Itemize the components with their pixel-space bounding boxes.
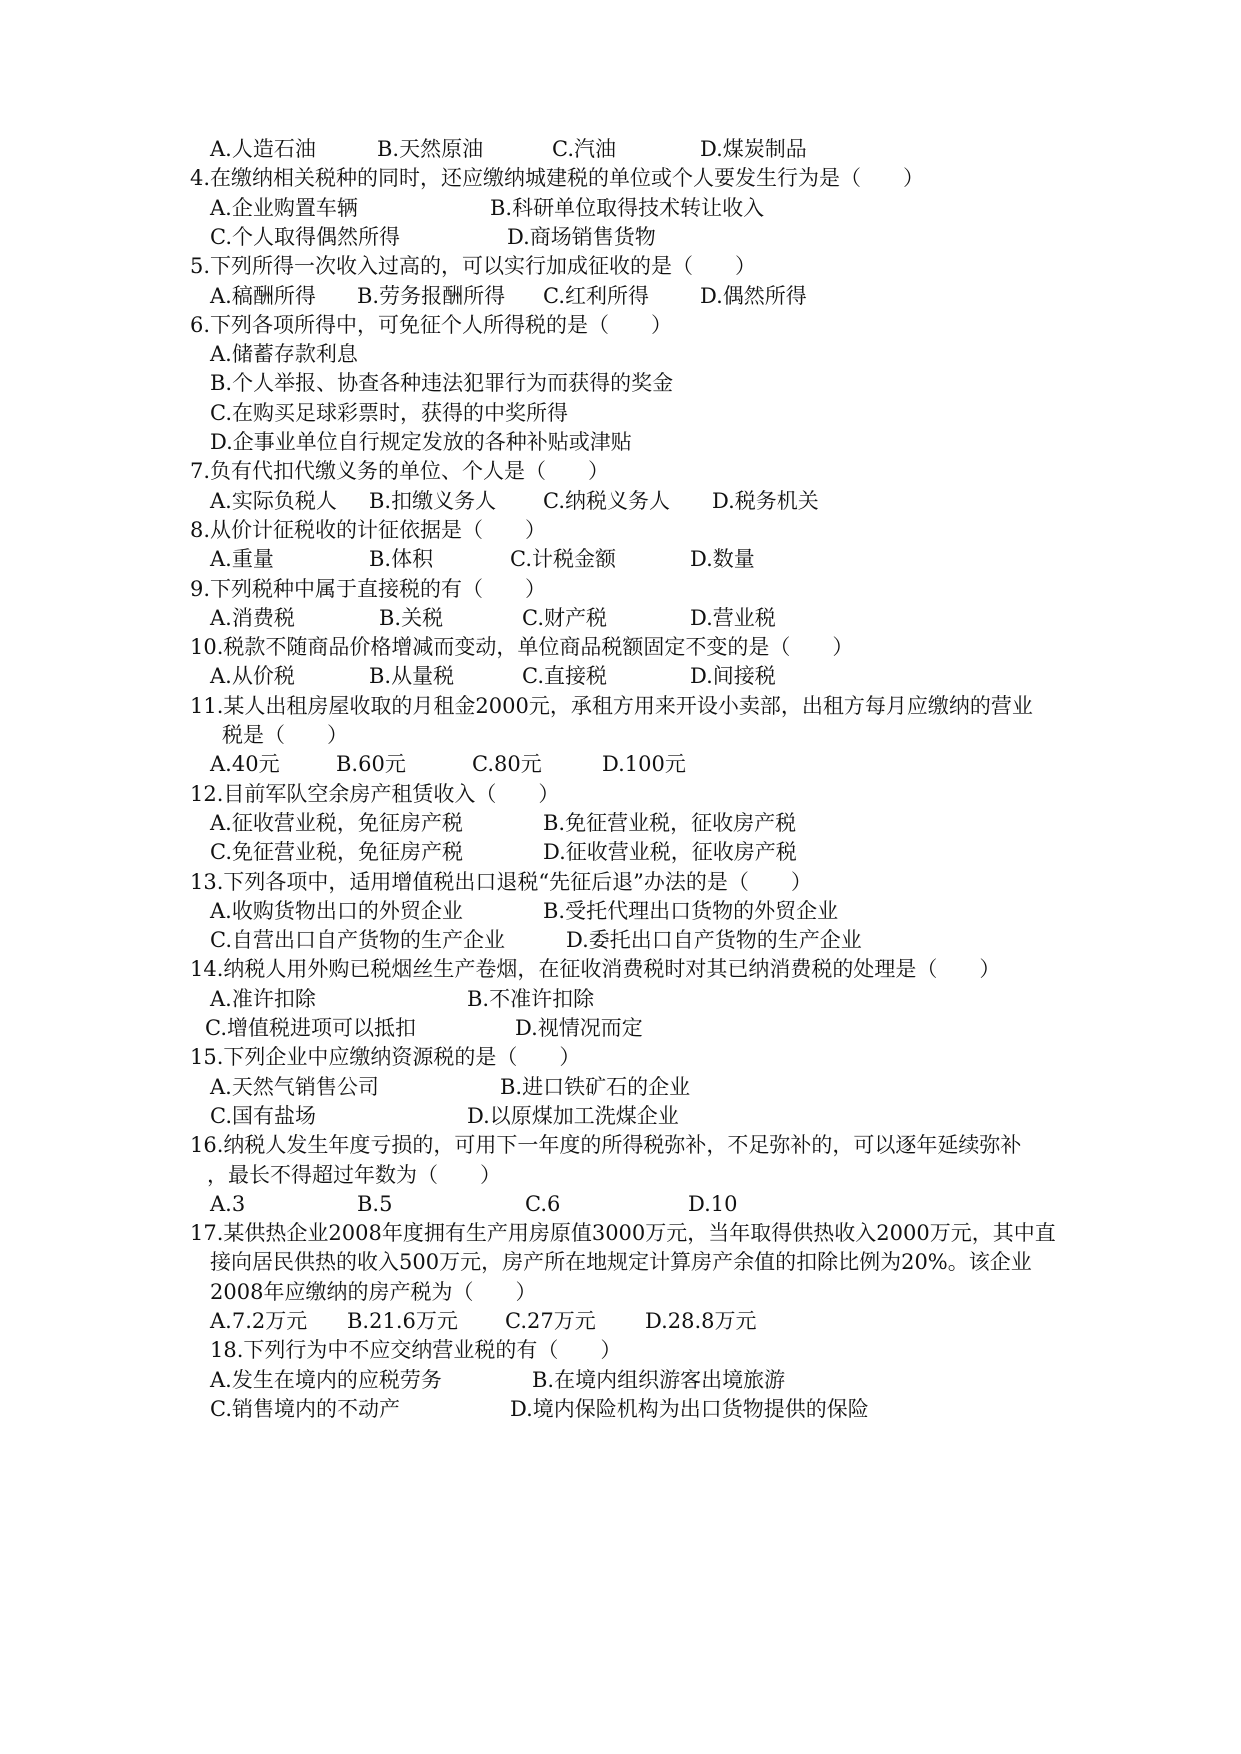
text-line: 8.从价计征税收的计征依据是（ ）	[190, 518, 547, 542]
text-line: 4.在缴纳相关税种的同时，还应缴纳城建税的单位或个人要发生行为是（ ）	[190, 166, 925, 190]
option-text: D.偶然所得	[700, 284, 807, 308]
option-text: C.免征营业税，免征房产税	[210, 840, 463, 864]
option-text: A.收购货物出口的外贸企业	[210, 899, 463, 923]
option-text: B.60元	[336, 752, 406, 776]
text-line: 税是（ ）	[222, 723, 348, 747]
option-text: A.准许扣除	[210, 987, 316, 1011]
option-text: A.人造石油	[210, 137, 316, 161]
option-text: C.财产税	[522, 606, 607, 630]
option-text: B.5	[357, 1192, 393, 1216]
text-line: 2008年应缴纳的房产税为（ ）	[210, 1280, 537, 1304]
option-text: D.征收营业税，征收房产税	[543, 840, 797, 864]
text-line: 6.下列各项所得中，可免征个人所得税的是（ ）	[190, 313, 673, 337]
option-text: B.免征营业税，征收房产税	[543, 811, 797, 835]
option-text: B.体积	[369, 547, 434, 571]
text-line: B.个人举报、协查各种违法犯罪行为而获得的奖金	[210, 371, 674, 395]
text-line: 7.负有代扣代缴义务的单位、个人是（ ）	[190, 459, 610, 483]
option-text: A.征收营业税，免征房产税	[210, 811, 463, 835]
text-line: 16.纳税人发生年度亏损的，可用下一年度的所得税弥补，不足弥补的，可以逐年延续弥补	[190, 1133, 1022, 1157]
option-text: A.重量	[210, 547, 274, 571]
option-text: B.从量税	[369, 664, 455, 688]
text-line: 14.纳税人用外购已税烟丝生产卷烟，在征收消费税时对其已纳消费税的处理是（ ）	[190, 957, 1001, 981]
option-text: C.销售境内的不动产	[210, 1397, 400, 1421]
option-text: D.视情况而定	[515, 1016, 643, 1040]
option-text: D.10	[688, 1192, 738, 1216]
option-text: C.直接税	[522, 664, 607, 688]
option-text: D.营业税	[690, 606, 776, 630]
option-text: D.以原煤加工洗煤企业	[467, 1104, 679, 1128]
option-text: B.科研单位取得技术转让收入	[490, 196, 765, 220]
text-line: 5.下列所得一次收入过高的，可以实行加成征收的是（ ）	[190, 254, 757, 278]
text-line: 11.某人出租房屋收取的月租金2000元，承租方用来开设小卖部，出租方每月应缴纳的营业	[190, 694, 1033, 718]
option-text: A.实际负税人	[210, 489, 337, 513]
option-text: D.数量	[690, 547, 755, 571]
option-text: C.自营出口自产货物的生产企业	[210, 928, 505, 952]
option-text: B.扣缴义务人	[369, 489, 497, 513]
option-text: C.个人取得偶然所得	[210, 225, 400, 249]
text-line: 13.下列各项中，适用增值税出口退税“先征后退”办法的是（ ）	[190, 870, 812, 894]
option-text: D.28.8万元	[645, 1309, 757, 1333]
option-text: A.消费税	[210, 606, 295, 630]
option-text: C.6	[525, 1192, 561, 1216]
option-text: B.进口铁矿石的企业	[500, 1075, 691, 1099]
option-text: C.汽油	[552, 137, 616, 161]
text-line: ，最长不得超过年数为（ ）	[207, 1163, 501, 1187]
option-text: B.关税	[379, 606, 444, 630]
option-text: A.稿酬所得	[210, 284, 316, 308]
option-text: A.7.2万元	[210, 1309, 308, 1333]
option-text: D.间接税	[690, 664, 776, 688]
option-text: B.受托代理出口货物的外贸企业	[543, 899, 839, 923]
option-text: B.21.6万元	[347, 1309, 458, 1333]
text-line: A.储蓄存款利息	[210, 342, 358, 366]
option-text: C.红利所得	[543, 284, 649, 308]
text-line: 12.目前军队空余房产租赁收入（ ）	[190, 782, 560, 806]
option-text: D.100元	[602, 752, 686, 776]
option-text: D.境内保险机构为出口货物提供的保险	[510, 1397, 869, 1421]
option-text: B.劳务报酬所得	[357, 284, 506, 308]
text-line: D.企事业单位自行规定发放的各种补贴或津贴	[210, 430, 632, 454]
option-text: C.纳税义务人	[543, 489, 670, 513]
option-text: A.天然气销售公司	[210, 1075, 379, 1099]
text-line: 接向居民供热的收入500万元，房产所在地规定计算房产余值的扣除比例为20%。该企业	[210, 1250, 1032, 1274]
option-text: C.国有盐场	[210, 1104, 316, 1128]
option-text: C.增值税进项可以抵扣	[205, 1016, 416, 1040]
option-text: C.27万元	[505, 1309, 596, 1333]
option-text: C.计税金额	[510, 547, 616, 571]
option-text: A.3	[210, 1192, 246, 1216]
text-line: 15.下列企业中应缴纳资源税的是（ ）	[190, 1045, 581, 1069]
text-line: 18.下列行为中不应交纳营业税的有（ ）	[210, 1338, 622, 1362]
option-text: D.商场销售货物	[507, 225, 656, 249]
option-text: D.税务机关	[712, 489, 819, 513]
option-text: B.不准许扣除	[467, 987, 595, 1011]
option-text: D.委托出口自产货物的生产企业	[566, 928, 862, 952]
option-text: B.在境内组织游客出境旅游	[532, 1368, 786, 1392]
option-text: B.天然原油	[377, 137, 484, 161]
option-text: A.从价税	[210, 664, 295, 688]
text-line: C.在购买足球彩票时，获得的中奖所得	[210, 401, 568, 425]
text-line: 9.下列税种中属于直接税的有（ ）	[190, 577, 547, 601]
text-line: 17.某供热企业2008年度拥有生产用房原值3000万元，当年取得供热收入2000万元，其中直	[190, 1221, 1056, 1245]
option-text: D.煤炭制品	[700, 137, 807, 161]
option-text: A.企业购置车辆	[210, 196, 358, 220]
option-text: A.40元	[210, 752, 280, 776]
option-text: C.80元	[472, 752, 542, 776]
option-text: A.发生在境内的应税劳务	[210, 1368, 442, 1392]
text-line: 10.税款不随商品价格增减而变动，单位商品税额固定不变的是（ ）	[190, 635, 854, 659]
